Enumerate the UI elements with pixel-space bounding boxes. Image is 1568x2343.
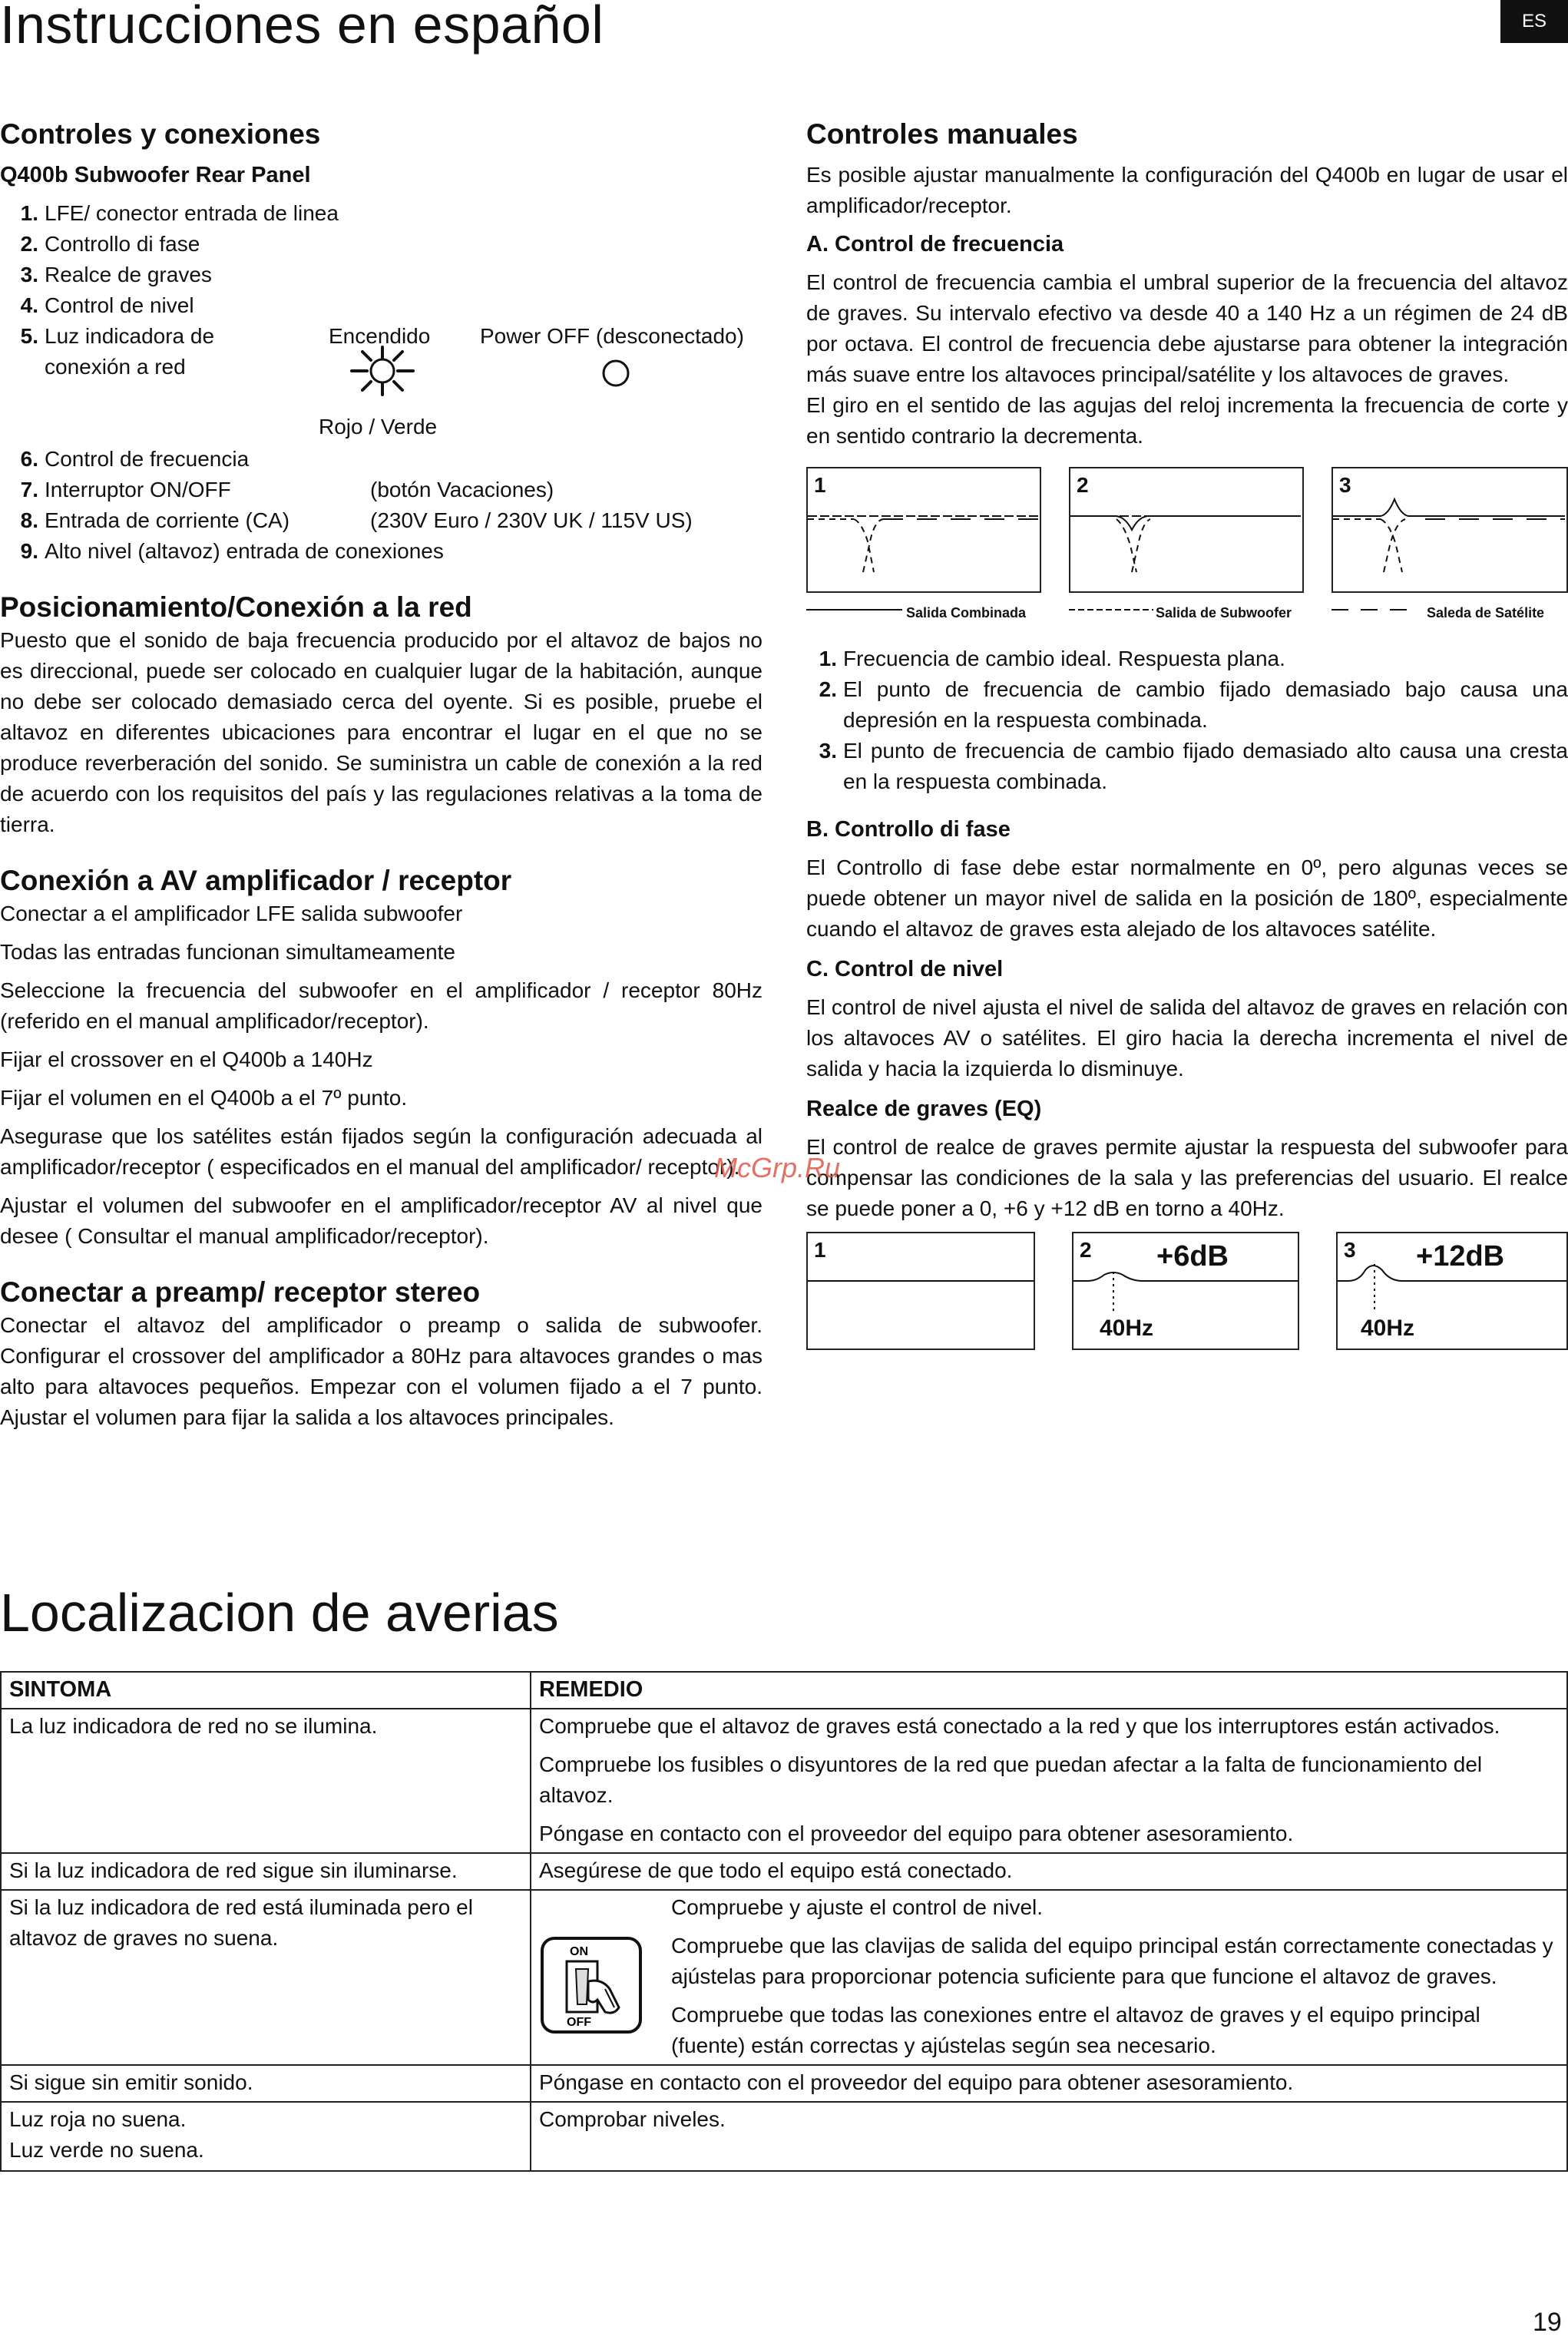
- right-column: [806, 117, 1568, 1352]
- off-label: Power OFF (desconectado): [480, 324, 744, 348]
- troubleshooting-table: [0, 1671, 1568, 2172]
- list-item: 3. El punto de frecuencia de cambio fijado demasiado alto causa una cresta en la respuesta combinada.: [819, 739, 1568, 793]
- eq-diagram-2: 2 +6dB 40Hz: [1072, 1232, 1299, 1350]
- av-paragraph: Ajustar el volumen del subwoofer en el amplificador/receptor AV al nivel que desee ( Consultar el manual amplificador/receptor).: [0, 1193, 762, 1248]
- symptom-cell: Si sigue sin emitir sonido.: [1, 2065, 531, 2102]
- rear-panel-subtitle: Q400b Subwoofer Rear Panel: [0, 163, 311, 187]
- frequency-body-1: El control de frecuencia cambia el umbral superior de la frecuencia del altavoz de graves. Su intervalo efectivo va desde 40 a 140 Hz a un régimen de 24 dB por octava. El control de frecuencia debe ajustarse para obtener la integración más suave entre los altavoces principal/satélite y los altavoces de graves.: [806, 270, 1568, 386]
- symptom-cell: Si la luz indicadora de red está iluminada pero el altavoz de graves no suena.: [1, 1890, 531, 2065]
- controls-list: [0, 198, 762, 567]
- remedy-cell: Comprobar niveles.: [531, 2102, 1567, 2171]
- table-row: [1, 2102, 1567, 2171]
- symptom-cell: Si la luz indicadora de red sigue sin iluminarse.: [1, 1853, 531, 1890]
- frequency-control-title: A. Control de frecuencia: [806, 232, 1064, 256]
- list-item: 3. Realce de graves: [20, 263, 212, 286]
- av-paragraph: Todas las entradas funcionan simultameamente: [0, 940, 456, 964]
- level-control-title: C. Control de nivel: [806, 957, 1004, 981]
- frequency-body-2: El giro en el sentido de las agujas del reloj incrementa la frecuencia de corte y en sentido contrario la decrementa.: [806, 393, 1568, 448]
- legend-subwoofer: Salida de Subwoofer: [1156, 605, 1292, 620]
- language-badge: ES: [1500, 0, 1568, 43]
- table-row: [1, 1709, 1567, 1853]
- table-header-row: [1, 1672, 1567, 1709]
- av-paragraph: Seleccione la frecuencia del subwoofer en el amplificador / receptor 80Hz (referido en el manual amplificador/receptor).: [0, 978, 762, 1033]
- list-item-power-light: 5. Luz indicadora de conexión a red Encendido Power OFF (desconectado) Rojo / Verde: [0, 321, 762, 444]
- list-item: 1. Frecuencia de cambio ideal. Respuesta plana.: [819, 647, 1285, 670]
- eq-gain-label: +12dB: [1416, 1240, 1505, 1272]
- symptom-cell: La luz indicadora de red no se ilumina.: [1, 1709, 531, 1853]
- led-color-label: Rojo / Verde: [319, 415, 438, 438]
- list-item: 2. El punto de frecuencia de cambio fijado demasiado bajo causa una depresión en la respuesta combinada.: [819, 677, 1568, 732]
- list-item: 2. Controllo di fase: [20, 232, 200, 256]
- list-item: 1. LFE/ conector entrada de linea: [20, 201, 339, 225]
- list-item: 4. Control de nivel: [20, 293, 194, 317]
- eq-freq-label: 40Hz: [1361, 1315, 1415, 1341]
- left-column: [0, 117, 762, 1441]
- manual-intro: Es posible ajustar manualmente la configuración del Q400b en lugar de usar el amplificador/receptor.: [806, 163, 1568, 217]
- remedy-cell: Compruebe que el altavoz de graves está conectado a la red y que los interruptores están activados. Compruebe los fusibles o disyuntores de la red que puedan afectar a la falta de funcionamiento del altavoz. Póngase en contacto con el proveedor del equipo para obtener asesoramiento.: [531, 1709, 1567, 1853]
- eq-gain-label: +6dB: [1156, 1240, 1229, 1272]
- on-label: Encendido: [329, 324, 431, 348]
- section-title-positioning: Posicionamiento/Conexión a la red: [0, 591, 472, 623]
- troubleshooting-title: Localizacion de averias: [0, 1583, 559, 1643]
- av-paragraph: Fijar el volumen en el Q400b a el 7º punto.: [0, 1086, 408, 1110]
- eq-diagram-3: 3 +12dB 40Hz: [1336, 1232, 1568, 1350]
- power-switch-icon: [539, 1892, 671, 2061]
- remedy-cell: Asegúrese de que todo el equipo está conectado.: [531, 1853, 1567, 1890]
- list-item: 6. Control de frecuencia: [20, 447, 250, 471]
- legend-combined: Salida Combinada: [906, 605, 1027, 620]
- crossover-diagram-2: 2: [1069, 467, 1304, 593]
- crossover-notes: [806, 644, 1568, 797]
- av-paragraph: Fijar el crossover en el Q400b a 140Hz: [0, 1047, 373, 1071]
- crossover-diagram-1: 1: [806, 467, 1041, 593]
- section-title-stereo: Conectar a preamp/ receptor stereo: [0, 1276, 481, 1308]
- legend-dashed-coarse: [1331, 605, 1416, 614]
- led-on-icon: [346, 344, 419, 406]
- legend-satellite: Saleda de Satélite: [1427, 605, 1545, 620]
- phase-body: El Controllo di fase debe estar normalmente en 0º, pero algunas veces se puede obtener un mayor nivel de salida en la posición de 180º, especialmente cuando el altavoz de graves esta alejado de los altavoces satélite.: [806, 855, 1568, 941]
- bass-boost-body: El control de realce de graves permite ajustar la respuesta del subwoofer para compensar las condiciones de la sala y las preferencias del usuario. El realce se puede poner a 0, +6 y +12 dB en torno a 40Hz.: [806, 1135, 1568, 1220]
- table-row: [1, 1853, 1567, 1890]
- remedy-cell: Póngase en contacto con el proveedor del equipo para obtener asesoramiento.: [531, 2065, 1567, 2102]
- page-number: 19: [1533, 2308, 1562, 2337]
- item5-line2: conexión a red: [45, 355, 186, 379]
- led-off-icon: [600, 358, 631, 397]
- switch-on-label: ON: [570, 1945, 588, 1958]
- list-item: 9. Alto nivel (altavoz) entrada de conexiones: [20, 539, 444, 563]
- section-title-av-connection: Conexión a AV amplificador / receptor: [0, 865, 512, 896]
- stereo-body: Conectar el altavoz del amplificador o preamp o salida de subwoofer. Configurar el crossover del amplificador a 80Hz para altavoces grandes o mas alto para altavoces pequeños. Empezar con el volumen fijado a el 7 punto. Ajustar el volumen para fijar la salida a los altavoces principales.: [0, 1313, 762, 1429]
- eq-diagram-1: 1: [806, 1232, 1035, 1350]
- crossover-diagram-3: 3: [1331, 467, 1568, 593]
- av-paragraph: Asegurase que los satélites están fijados según la configuración adecuada al amplificador/receptor ( especificados en el manual del amplificador/ receptor).: [0, 1124, 762, 1179]
- eq-diagrams: [806, 1232, 1568, 1352]
- positioning-body: Puesto que el sonido de baja frecuencia producido por el altavoz de bajos no es direccional, puede ser colocado en cualquier lugar de la habitación, aunque no debe ser colocado demasiado cerca del oyente. Si es posible, pruebe el altavoz en diferentes ubicaciones para encontrar el lugar en el que no se produce reverberación del sonido. Se suministra un cable de conexión a la red de acuerdo con los requisitos del país y las regulaciones relativas a la toma de tierra.: [0, 628, 762, 836]
- switch-off-label: OFF: [567, 2016, 591, 2029]
- page-title: Instrucciones en español: [0, 0, 604, 55]
- av-paragraph: Conectar a el amplificador LFE salida subwoofer: [0, 902, 463, 925]
- table-row: [1, 2065, 1567, 2102]
- legend-dashed-fine: [1069, 605, 1157, 614]
- column-header-remedy: REMEDIO: [531, 1672, 1567, 1709]
- crossover-diagrams: [806, 467, 1568, 637]
- phase-control-title: B. Controllo di fase: [806, 817, 1011, 842]
- symptom-cell: Luz roja no suena. Luz verde no suena.: [1, 2102, 531, 2171]
- level-body: El control de nivel ajusta el nivel de salida del altavoz de graves en relación con los altavoces AV o satélites. El giro hacia la derecha incrementa el nivel de salida y hacia la izquierda lo disminuye.: [806, 995, 1568, 1080]
- section-title-manual-controls: Controles manuales: [806, 118, 1078, 150]
- section-title-controls: Controles y conexiones: [0, 118, 321, 150]
- legend-solid-line: [806, 605, 906, 614]
- remedy-cell: ON OFF Compruebe y ajuste el control de nivel. Compruebe que las clavijas de salida del equipo principal están correctamente conectadas y ajústelas para proporcionar potencia suficiente para que funcione el altavoz de graves. Compruebe que todas las conexiones entre el altavoz de graves y el equipo principal (fuente) están correctas y ajústelas según sea necesario.: [531, 1890, 1567, 2065]
- column-header-symptom: SINTOMA: [1, 1672, 531, 1709]
- table-row: [1, 1890, 1567, 2065]
- eq-freq-label: 40Hz: [1100, 1315, 1154, 1341]
- list-item: 8. Entrada de corriente (CA) (230V Euro / 230V UK / 115V US): [20, 508, 693, 532]
- list-item: 7. Interruptor ON/OFF (botón Vacaciones): [20, 478, 554, 501]
- bass-boost-title: Realce de graves (EQ): [806, 1097, 1042, 1121]
- watermark: McGrp.Ru: [714, 1152, 841, 1183]
